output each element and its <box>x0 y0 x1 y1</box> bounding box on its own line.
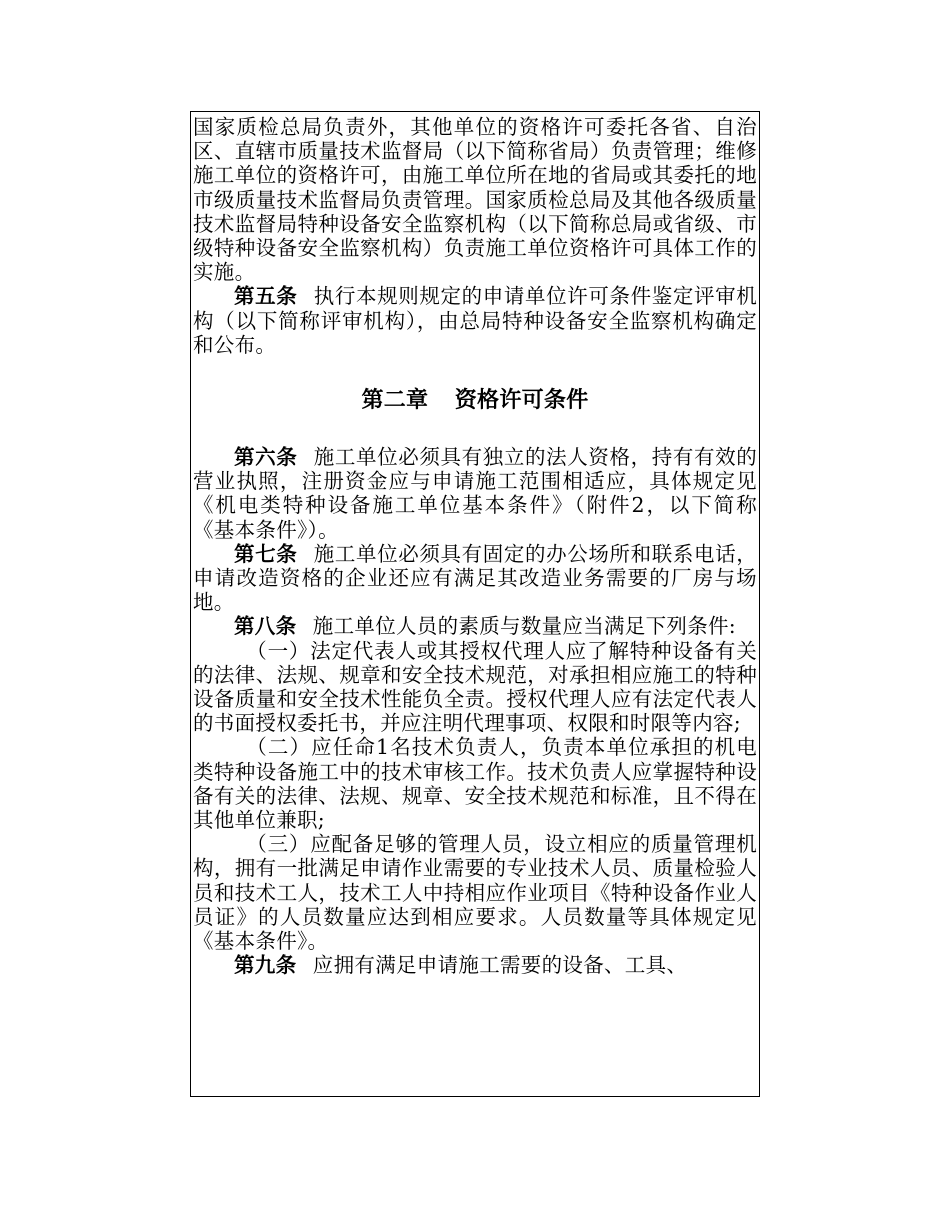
chapter-heading <box>193 385 757 415</box>
article-5-text: 执行本规则规定的申请单位许可条件鉴定评审机构（以下简称评审机构），由总局特种设备安全监察机构确定和公布。 <box>193 284 757 357</box>
article-6 <box>193 445 757 542</box>
article-7 <box>193 542 757 615</box>
document-page <box>190 111 760 1097</box>
chapter-number: 第二章 <box>361 387 429 414</box>
article-8-text: 施工单位人员的素质与数量应当满足下列条件: <box>312 614 737 639</box>
article-8 <box>193 614 757 638</box>
article-9 <box>193 953 757 977</box>
article-8-number: 第八条 <box>234 614 297 639</box>
article-9-number: 第九条 <box>234 953 297 978</box>
article-8-item-3: （三）应配备足够的管理人员，设立相应的质量管理机构，拥有一批满足申请作业需要的专业技术人员、质量检验人员和技术工人，技术工人中持相应作业项目《特种设备作业人员证》的人员数量应达到相应要求。人员数量等具体规定见《基本条件》。 <box>193 832 757 954</box>
document-body <box>191 112 759 978</box>
paragraph-continuation: 国家质检总局负责外，其他单位的资格许可委托各省、自治区、直辖市质量技术监督局（以下简称省局）负责管理；维修施工单位的资格许可，由施工单位所在地的省局或其委托的地市级质量技术监督局负责管理。国家质检总局及其他各级质量技术监督局特种设备安全监察机构（以下简称总局或省级、市级特种设备安全监察机构）负责施工单位资格许可具体工作的实施。 <box>193 115 757 285</box>
article-6-number: 第六条 <box>234 445 298 470</box>
article-9-text: 应拥有满足申请施工需要的设备、工具、 <box>312 953 688 978</box>
article-7-number: 第七条 <box>234 541 298 566</box>
chapter-title-text: 资格许可条件 <box>454 387 589 414</box>
article-6-text: 施工单位必须具有独立的法人资格，持有有效的营业执照，注册资金应与申请施工范围相适应，具体规定见《机电类特种设备施工单位基本条件》（附件2，以下简称《基本条件》）。 <box>193 445 757 542</box>
article-5-number: 第五条 <box>234 284 298 309</box>
article-8-item-2: （二）应任命1名技术负责人，负责本单位承担的机电类特种设备施工中的技术审核工作。技术负责人应掌握特种设备有关的法律、法规、规章、安全技术规范和标准，且不得在其他单位兼职; <box>193 735 757 833</box>
article-5 <box>193 284 757 357</box>
article-8-item-1: （一）法定代表人或其授权代理人应了解特种设备有关的法律、法规、规章和安全技术规范，对承担相应施工的特种设备质量和安全技术性能负全责。授权代理人应有法定代表人的书面授权委托书，并应注明代理事项、权限和时限等内容; <box>193 638 757 736</box>
article-7-text: 施工单位必须具有固定的办公场所和联系电话，申请改造资格的企业还应有满足其改造业务需要的厂房与场地。 <box>193 541 757 615</box>
